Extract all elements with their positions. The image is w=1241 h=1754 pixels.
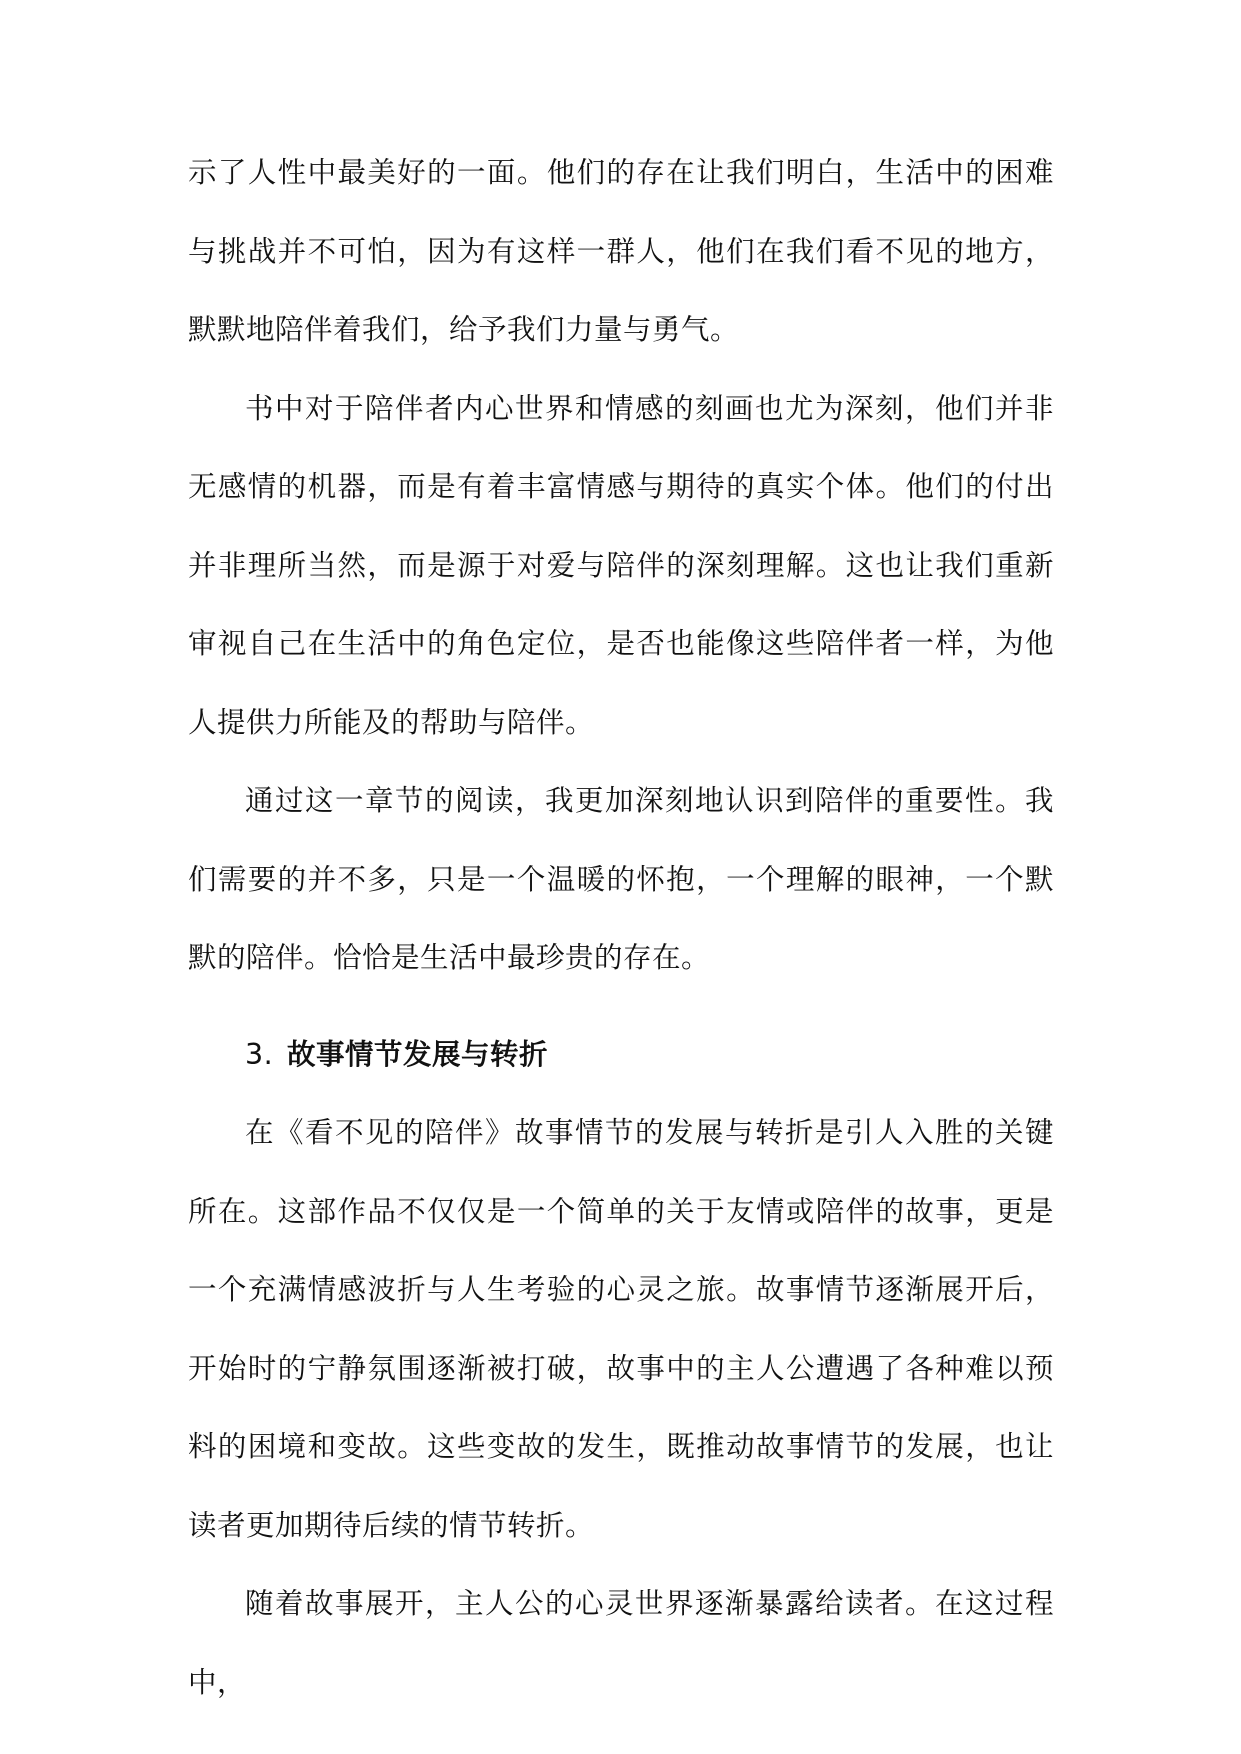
document-page: [188, 134, 1054, 1722]
section-title: 故事情节发展与转折: [287, 1037, 549, 1071]
paragraph-continued: 示了人性中最美好的一面。他们的存在让我们明白，生活中的困难与挑战并不可怕，因为有这样一群人，他们在我们看不见的地方，默默地陪伴着我们，给予我们力量与勇气。: [188, 156, 1054, 346]
paragraph: 书中对于陪伴者内心世界和情感的刻画也尤为深刻，他们并非无感情的机器，而是有着丰富情感与期待的真实个体。他们的付出并非理所当然，而是源于对爱与陪伴的深刻理解。这也让我们重新审视自己在生活中的角色定位，是否也能像这些陪伴者一样，为他人提供力所能及的帮助与陪伴。: [188, 391, 1054, 739]
paragraph: 在《看不见的陪伴》故事情节的发展与转折是引人入胜的关键所在。这部作品不仅仅是一个简单的关于友情或陪伴的故事，更是一个充满情感波折与人生考验的心灵之旅。故事情节逐渐展开后，开始时的宁静氛围逐渐被打破，故事中的主人公遭遇了各种难以预料的困境和变故。这些变故的发生，既推动故事情节的发展，也让读者更加期待后续的情节转折。: [188, 1116, 1054, 1542]
section-number: 3.: [245, 1037, 274, 1071]
paragraph: 通过这一章节的阅读，我更加深刻地认识到陪伴的重要性。我们需要的并不多，只是一个温暖的怀抱，一个理解的眼神，一个默默的陪伴。恰恰是生活中最珍贵的存在。: [188, 784, 1054, 974]
paragraph-truncated: 随着故事展开，主人公的心灵世界逐渐暴露给读者。在这过程中，: [188, 1587, 1054, 1699]
section-heading: [188, 1016, 1054, 1095]
